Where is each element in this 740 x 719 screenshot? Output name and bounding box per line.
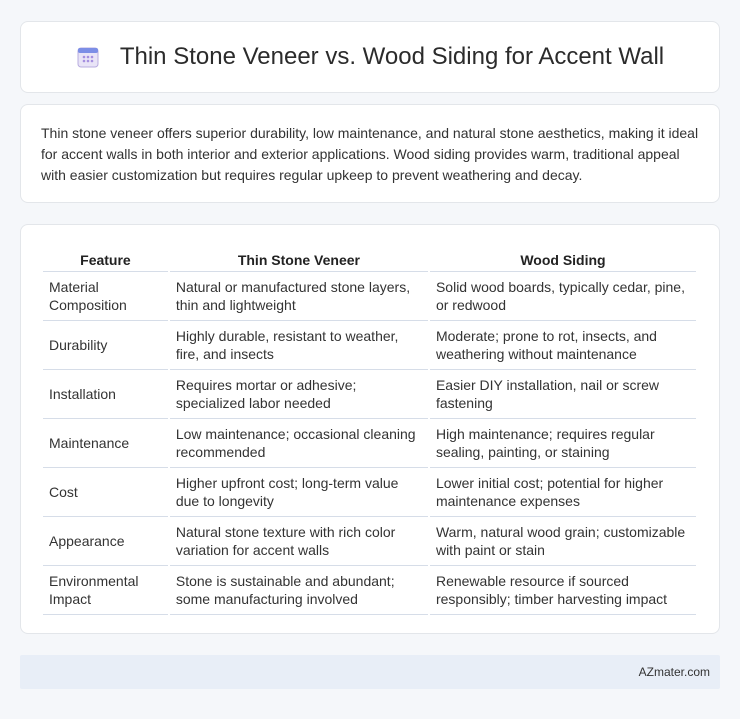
wood-cell: High maintenance; requires regular sealing, painting, or staining [430, 418, 696, 467]
feature-cell: Cost [43, 467, 168, 516]
page-title: Thin Stone Veneer vs. Wood Siding for Accent Wall [119, 43, 665, 70]
stone-cell: Natural stone texture with rich color variation for accent walls [170, 516, 428, 565]
wood-cell: Moderate; prone to rot, insects, and weathering without maintenance [430, 320, 696, 369]
feature-cell: Material Composition [43, 271, 168, 320]
feature-cell: Maintenance [43, 418, 168, 467]
feature-cell: Environmental Impact [43, 565, 168, 615]
column-header-feature: Feature [80, 252, 131, 268]
table-row [43, 467, 696, 516]
stone-cell: Higher upfront cost; long-term value due to longevity [170, 467, 428, 516]
wood-cell: Warm, natural wood grain; customizable with paint or stain [430, 516, 696, 565]
title-card [20, 21, 720, 93]
feature-cell: Installation [43, 369, 168, 418]
footer [20, 655, 720, 689]
stone-cell: Natural or manufactured stone layers, thin and lightweight [170, 271, 428, 320]
stone-cell: Requires mortar or adhesive; specialized labor needed [170, 369, 428, 418]
table-row [43, 320, 696, 369]
table-row [43, 516, 696, 565]
stone-cell: Highly durable, resistant to weather, fire, and insects [170, 320, 428, 369]
comparison-table-card [20, 224, 720, 634]
table-row [43, 369, 696, 418]
wood-cell: Easier DIY installation, nail or screw fastening [430, 369, 696, 418]
table-header-row [43, 245, 696, 271]
table-row [43, 418, 696, 467]
stone-cell: Low maintenance; occasional cleaning recommended [170, 418, 428, 467]
table-row [43, 565, 696, 615]
stone-cell: Stone is sustainable and abundant; some manufacturing involved [170, 565, 428, 615]
wood-cell: Lower initial cost; potential for higher maintenance expenses [430, 467, 696, 516]
column-header-stone: Thin Stone Veneer [237, 252, 360, 268]
calendar-icon [76, 45, 100, 69]
wood-cell: Renewable resource if sourced responsibly; timber harvesting impact [430, 565, 696, 615]
summary-text: Thin stone veneer offers superior durability, low maintenance, and natural stone aesthetics, making it ideal for accent walls in both interior and exterior applications. Wood siding provides warm, traditional appeal with easier customization but requires regular upkeep to prevent weathering and decay. [41, 125, 699, 183]
table-row [43, 271, 696, 320]
summary-card [20, 104, 720, 203]
feature-cell: Durability [43, 320, 168, 369]
feature-cell: Appearance [43, 516, 168, 565]
footer-brand-link[interactable]: AZmater.com [638, 665, 710, 679]
column-header-wood: Wood Siding [520, 252, 606, 268]
comparison-table [41, 245, 698, 615]
wood-cell: Solid wood boards, typically cedar, pine, or redwood [430, 271, 696, 320]
